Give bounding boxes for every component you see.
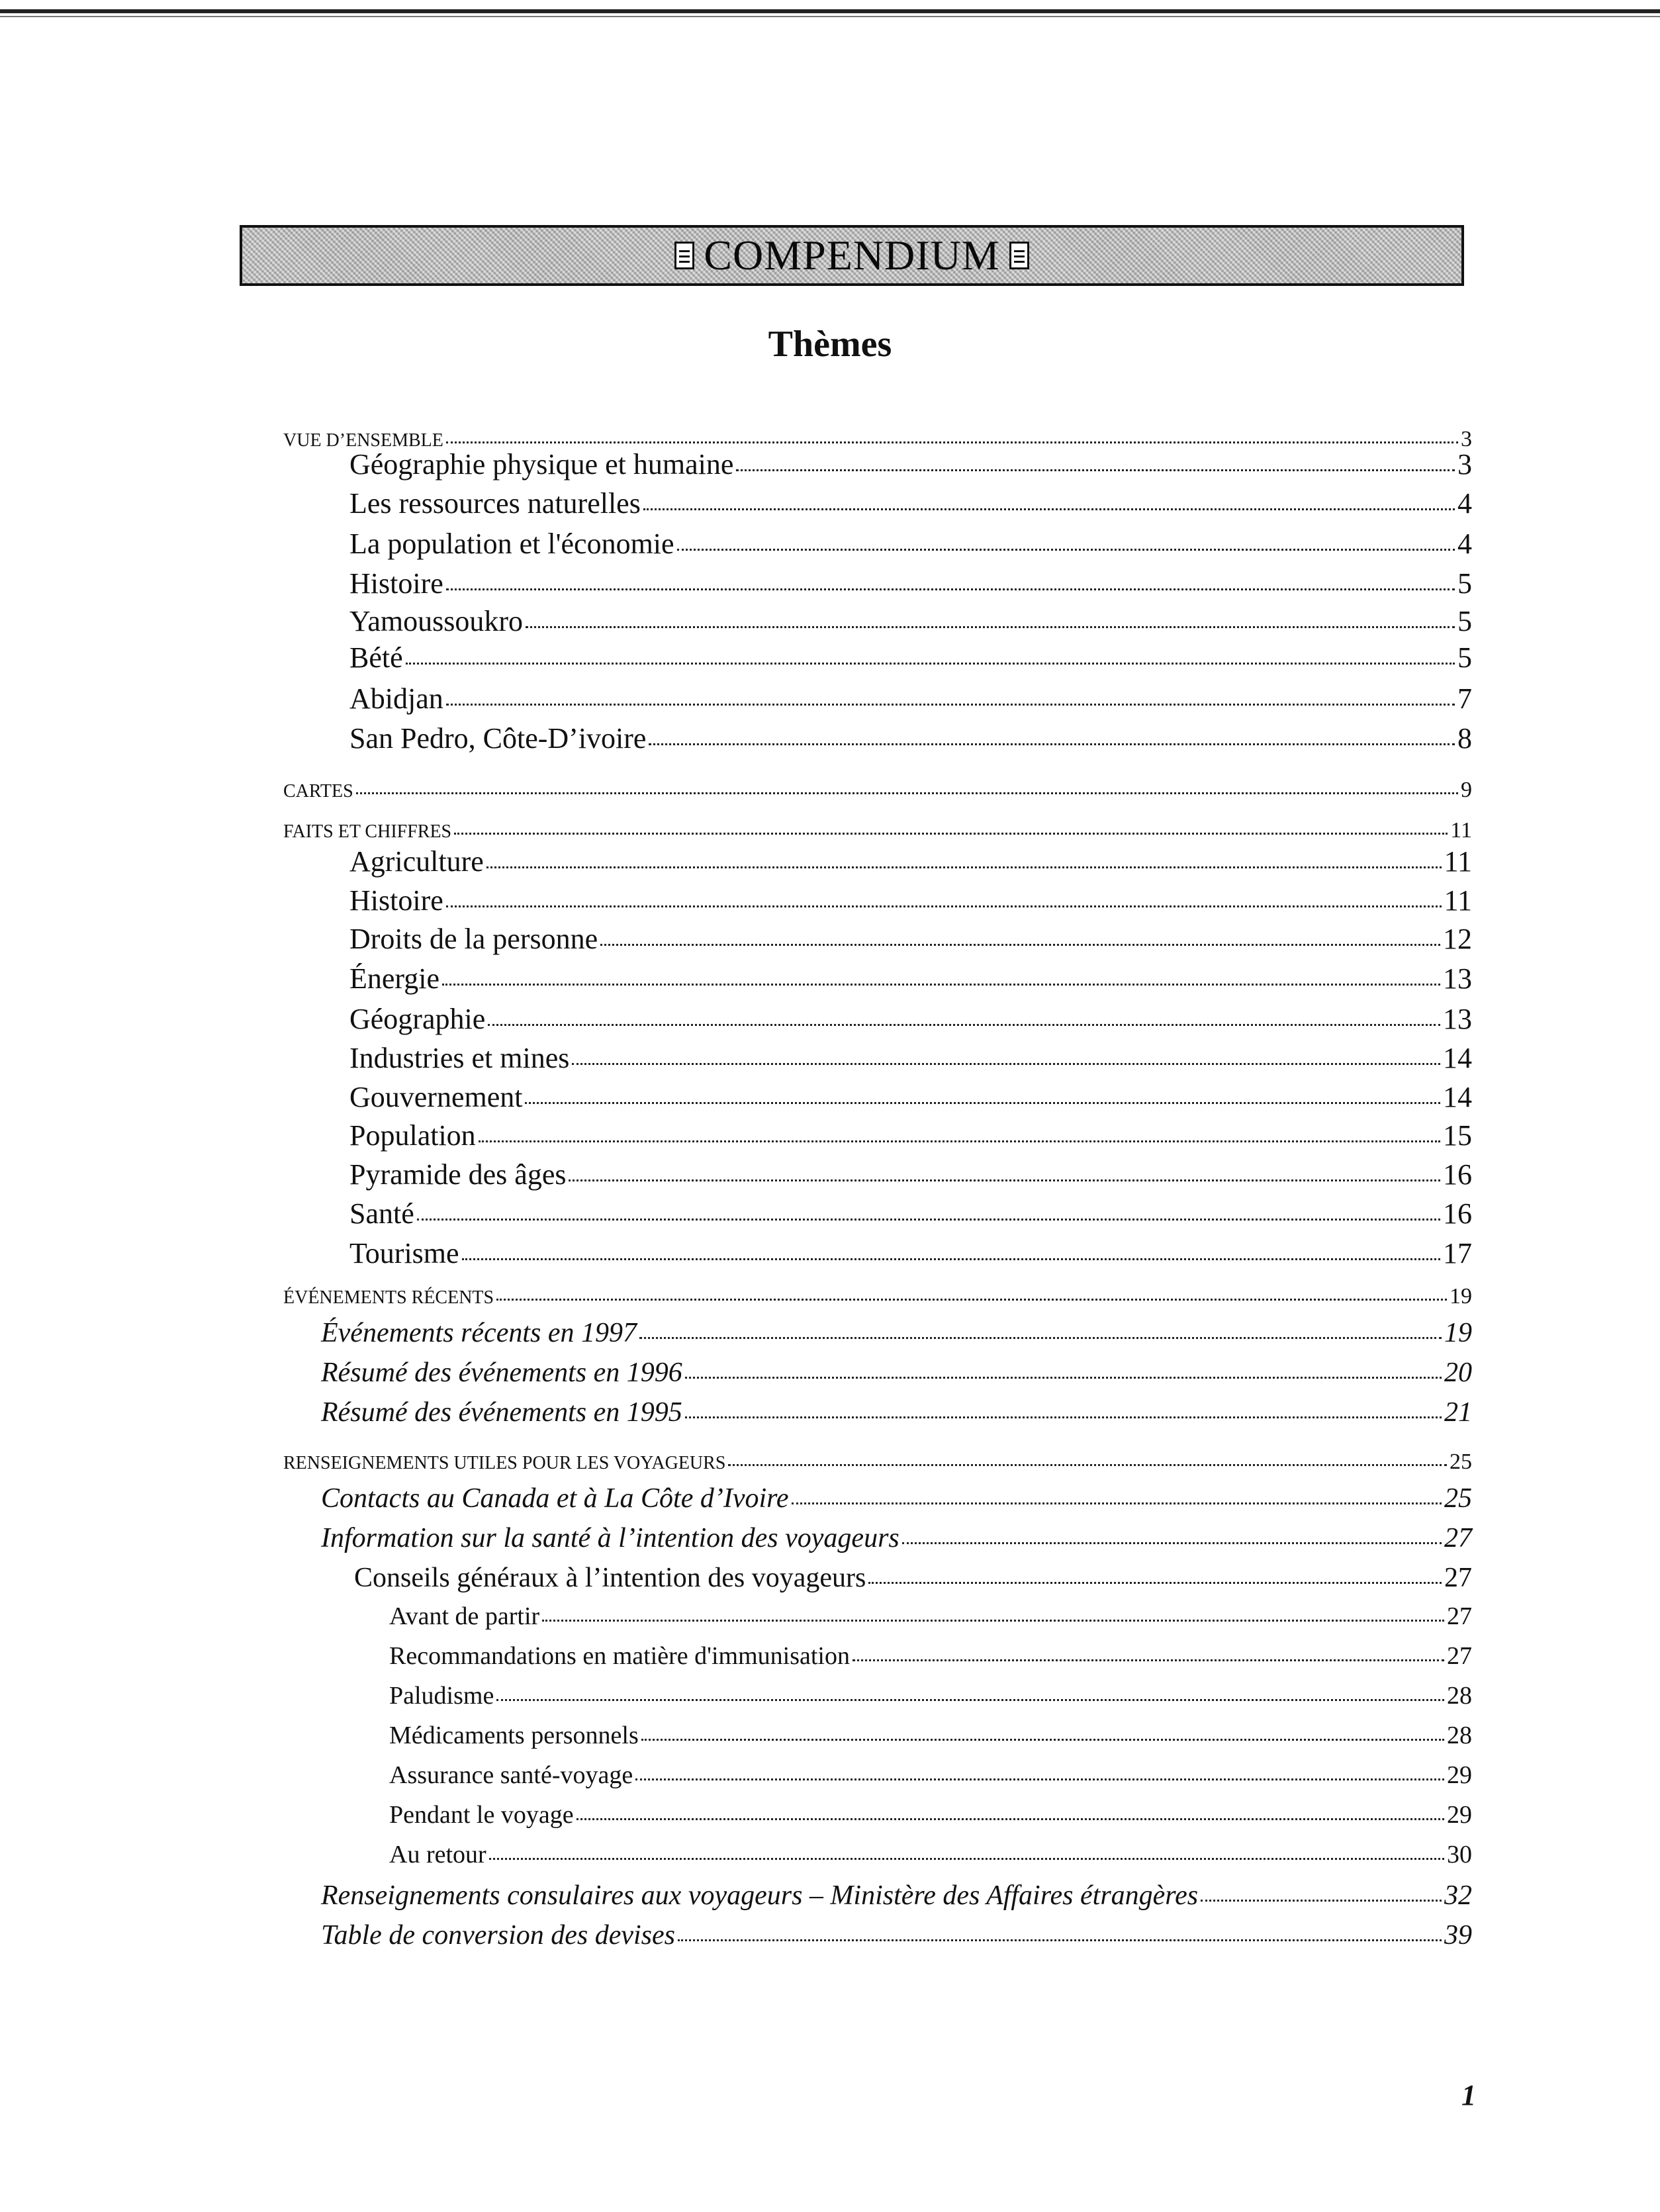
dot-leader: [454, 833, 1448, 835]
toc-entry-page: 16: [1443, 1197, 1472, 1230]
toc-entry-label: Pyramide des âges: [349, 1158, 567, 1191]
dot-leader: [356, 792, 1458, 794]
toc-entry-label: CARTES: [283, 781, 353, 802]
dot-leader: [542, 1620, 1444, 1622]
toc-entry: [321, 1397, 1472, 1428]
toc-entry-label: Gouvernement: [349, 1081, 523, 1113]
toc-entry: [349, 604, 1472, 638]
toc-entry-page: 27: [1447, 1602, 1472, 1630]
dot-leader: [417, 1219, 1440, 1221]
toc-entry: [321, 1880, 1472, 1912]
toc-entry-page: 39: [1444, 1920, 1472, 1951]
dot-leader: [526, 626, 1455, 628]
toc-entry-page: 5: [1457, 641, 1472, 674]
toc-entry-page: 5: [1457, 567, 1472, 600]
toc-entry-page: 28: [1447, 1722, 1472, 1749]
dot-leader: [488, 1024, 1440, 1026]
toc-entry-label: Renseignements consulaires aux voyageurs – Ministère des Affaires étrangères: [321, 1880, 1199, 1911]
dot-leader: [868, 1582, 1442, 1584]
toc-entry: [349, 1041, 1472, 1075]
toc-entry: [283, 778, 1472, 803]
dot-leader: [678, 1939, 1442, 1941]
dot-leader: [685, 1416, 1442, 1418]
toc-entry-label: Histoire: [349, 567, 443, 600]
toc-entry: [349, 922, 1472, 956]
toc-entry-page: 28: [1447, 1682, 1472, 1710]
toc-entry-page: 16: [1443, 1158, 1472, 1191]
toc-entry: [349, 962, 1472, 995]
toc-entry-label: FAITS ET CHIFFRES: [283, 821, 452, 842]
toc-entry: [389, 1761, 1472, 1790]
toc-entry-page: 14: [1443, 1042, 1472, 1074]
toc-entry-label: Contacts au Canada et à La Côte d’Ivoire: [321, 1483, 789, 1514]
toc-entry: [349, 447, 1472, 481]
toc-entry: [349, 845, 1472, 878]
toc-entry-label: Agriculture: [349, 845, 484, 878]
page-title: Thèmes: [768, 324, 892, 365]
toc-entry-label: Au retour: [389, 1841, 486, 1868]
dot-leader: [572, 1063, 1440, 1065]
toc-entry-label: Histoire: [349, 884, 443, 917]
dot-leader: [442, 984, 1440, 986]
toc-entry: [349, 682, 1472, 715]
toc-entry-label: Résumé des événements en 1995: [321, 1397, 682, 1428]
toc-entry-page: 8: [1457, 722, 1472, 755]
dot-leader: [853, 1659, 1444, 1661]
toc-entry-label: Pendant le voyage: [389, 1801, 574, 1829]
dot-leader: [639, 1337, 1442, 1339]
dot-leader: [525, 1102, 1440, 1104]
toc-entry-page: 11: [1444, 845, 1472, 878]
toc-entry-page: 29: [1447, 1761, 1472, 1789]
toc-entry: [389, 1721, 1472, 1750]
dot-leader: [462, 1258, 1440, 1260]
dot-leader: [600, 944, 1440, 946]
toc-entry-label: ÉVÉNEMENTS RÉCENTS: [283, 1287, 494, 1308]
toc-entry-page: 9: [1461, 778, 1472, 802]
toc-entry-page: 3: [1457, 448, 1472, 481]
dot-leader: [486, 866, 1442, 868]
toc-entry-label: San Pedro, Côte-D’ivoire: [349, 722, 647, 755]
toc-entry-label: Conseils généraux à l’intention des voyageurs: [354, 1563, 866, 1593]
dot-leader: [569, 1179, 1440, 1181]
toc-entry-page: 32: [1444, 1880, 1472, 1911]
dot-leader: [1201, 1900, 1442, 1902]
toc-entry-label: VUE D’ENSEMBLE: [283, 430, 443, 451]
toc-entry-label: RENSEIGNEMENTS UTILES POUR LES VOYAGEURS: [283, 1453, 726, 1473]
toc-entry-page: 21: [1444, 1397, 1472, 1428]
dot-leader: [446, 441, 1458, 443]
toc-entry-label: Énergie: [349, 962, 440, 995]
toc-entry: [389, 1602, 1472, 1631]
toc-entry: [321, 1357, 1472, 1389]
toc-entry-label: Événements récents en 1997: [321, 1318, 637, 1348]
dot-leader: [576, 1818, 1444, 1820]
dot-leader: [736, 469, 1455, 471]
toc-entry-page: 7: [1457, 682, 1472, 715]
toc-entry-label: Population: [349, 1119, 476, 1152]
toc-entry-label: Recommandations en matière d'immunisation: [389, 1642, 850, 1670]
toc-entry-label: Table de conversion des devises: [321, 1920, 676, 1951]
toc-entry-label: Abidjan: [349, 682, 443, 715]
toc-entry-label: Résumé des événements en 1996: [321, 1358, 682, 1388]
dot-leader: [635, 1778, 1444, 1780]
toc-entry: [283, 1284, 1472, 1309]
dot-leader: [446, 905, 1442, 907]
toc-entry-label: Géographie physique et humaine: [349, 448, 734, 481]
toc-entry: [354, 1562, 1472, 1594]
toc-entry: [349, 1158, 1472, 1191]
toc-entry-page: 25: [1444, 1483, 1472, 1514]
dot-leader: [479, 1140, 1440, 1142]
dot-leader: [649, 743, 1455, 745]
toc-entry-page: 14: [1443, 1081, 1472, 1113]
toc-entry-page: 15: [1443, 1119, 1472, 1152]
dot-leader: [496, 1699, 1444, 1701]
toc-entry: [283, 818, 1472, 843]
toc-entry-page: 11: [1450, 818, 1472, 843]
page-number: 1: [1461, 2079, 1476, 2111]
toc-entry: [321, 1483, 1472, 1514]
toc-entry-page: 13: [1443, 962, 1472, 995]
toc-entry-label: Industries et mines: [349, 1042, 570, 1074]
toc-entry-page: 25: [1450, 1450, 1472, 1474]
toc-entry: [283, 1450, 1472, 1475]
toc-entry-label: Assurance santé-voyage: [389, 1761, 633, 1789]
toc-entry: [349, 567, 1472, 600]
toc-entry-label: Avant de partir: [389, 1602, 540, 1630]
toc-entry-page: 30: [1447, 1841, 1472, 1868]
toc-entry-page: 12: [1443, 923, 1472, 955]
toc-entry-label: Information sur la santé à l’intention des voyageurs: [321, 1523, 899, 1553]
dot-leader: [685, 1377, 1442, 1379]
dot-leader: [496, 1299, 1447, 1301]
dot-leader: [641, 1739, 1444, 1741]
dot-leader: [792, 1502, 1442, 1504]
toc-entry-label: Santé: [349, 1197, 414, 1230]
toc-entry: [349, 1119, 1472, 1152]
toc-entry-page: 3: [1461, 427, 1472, 451]
toc-entry: [349, 641, 1472, 674]
dot-leader: [406, 663, 1455, 665]
toc-entry: [389, 1840, 1472, 1869]
dot-leader: [902, 1542, 1442, 1544]
toc-entry-page: 20: [1444, 1358, 1472, 1388]
toc-entry-page: 27: [1444, 1523, 1472, 1553]
dot-leader: [643, 508, 1455, 510]
toc-entry-label: Les ressources naturelles: [349, 487, 641, 520]
toc-entry: [321, 1919, 1472, 1951]
toc-entry: [349, 1197, 1472, 1230]
dot-leader: [489, 1858, 1444, 1860]
toc-entry-label: Géographie: [349, 1003, 486, 1035]
toc-entry: [389, 1641, 1472, 1671]
toc-entry: [389, 1800, 1472, 1829]
toc-entry: [349, 884, 1472, 917]
toc-entry: [349, 1080, 1472, 1114]
toc-entry-page: 4: [1457, 528, 1472, 560]
toc-entry-page: 19: [1450, 1284, 1472, 1309]
toc-entry: [321, 1317, 1472, 1349]
toc-entry: [349, 486, 1472, 520]
toc-entry-label: Bété: [349, 641, 403, 674]
toc-entry-page: 4: [1457, 487, 1472, 520]
toc-entry: [349, 721, 1472, 755]
dot-leader: [446, 704, 1455, 706]
toc-entry-label: Paludisme: [389, 1682, 494, 1710]
banner-title: COMPENDIUM: [704, 232, 1000, 279]
toc-entry-page: 5: [1457, 605, 1472, 637]
toc-entry-label: Yamoussoukro: [349, 605, 524, 637]
toc-entry-page: 19: [1444, 1318, 1472, 1348]
dot-leader: [446, 588, 1455, 590]
toc-entry: [349, 527, 1472, 561]
toc-entry-page: 13: [1443, 1003, 1472, 1035]
toc-entry-label: La population et l'économie: [349, 528, 674, 560]
toc-entry: [349, 1236, 1472, 1270]
toc-entry-page: 17: [1443, 1237, 1472, 1269]
toc-entry-page: 29: [1447, 1801, 1472, 1829]
toc-entry: [349, 1002, 1472, 1036]
dot-leader: [677, 549, 1455, 551]
toc-entry: [321, 1522, 1472, 1554]
toc-entry-label: Tourisme: [349, 1237, 459, 1269]
toc-entry-label: Médicaments personnels: [389, 1722, 639, 1749]
toc-entry-page: 27: [1444, 1563, 1472, 1593]
dot-leader: [728, 1464, 1447, 1466]
toc-entry-page: 11: [1444, 884, 1472, 917]
toc-entry: [389, 1681, 1472, 1710]
toc-entry-label: Droits de la personne: [349, 923, 598, 955]
toc-entry-page: 27: [1447, 1642, 1472, 1670]
